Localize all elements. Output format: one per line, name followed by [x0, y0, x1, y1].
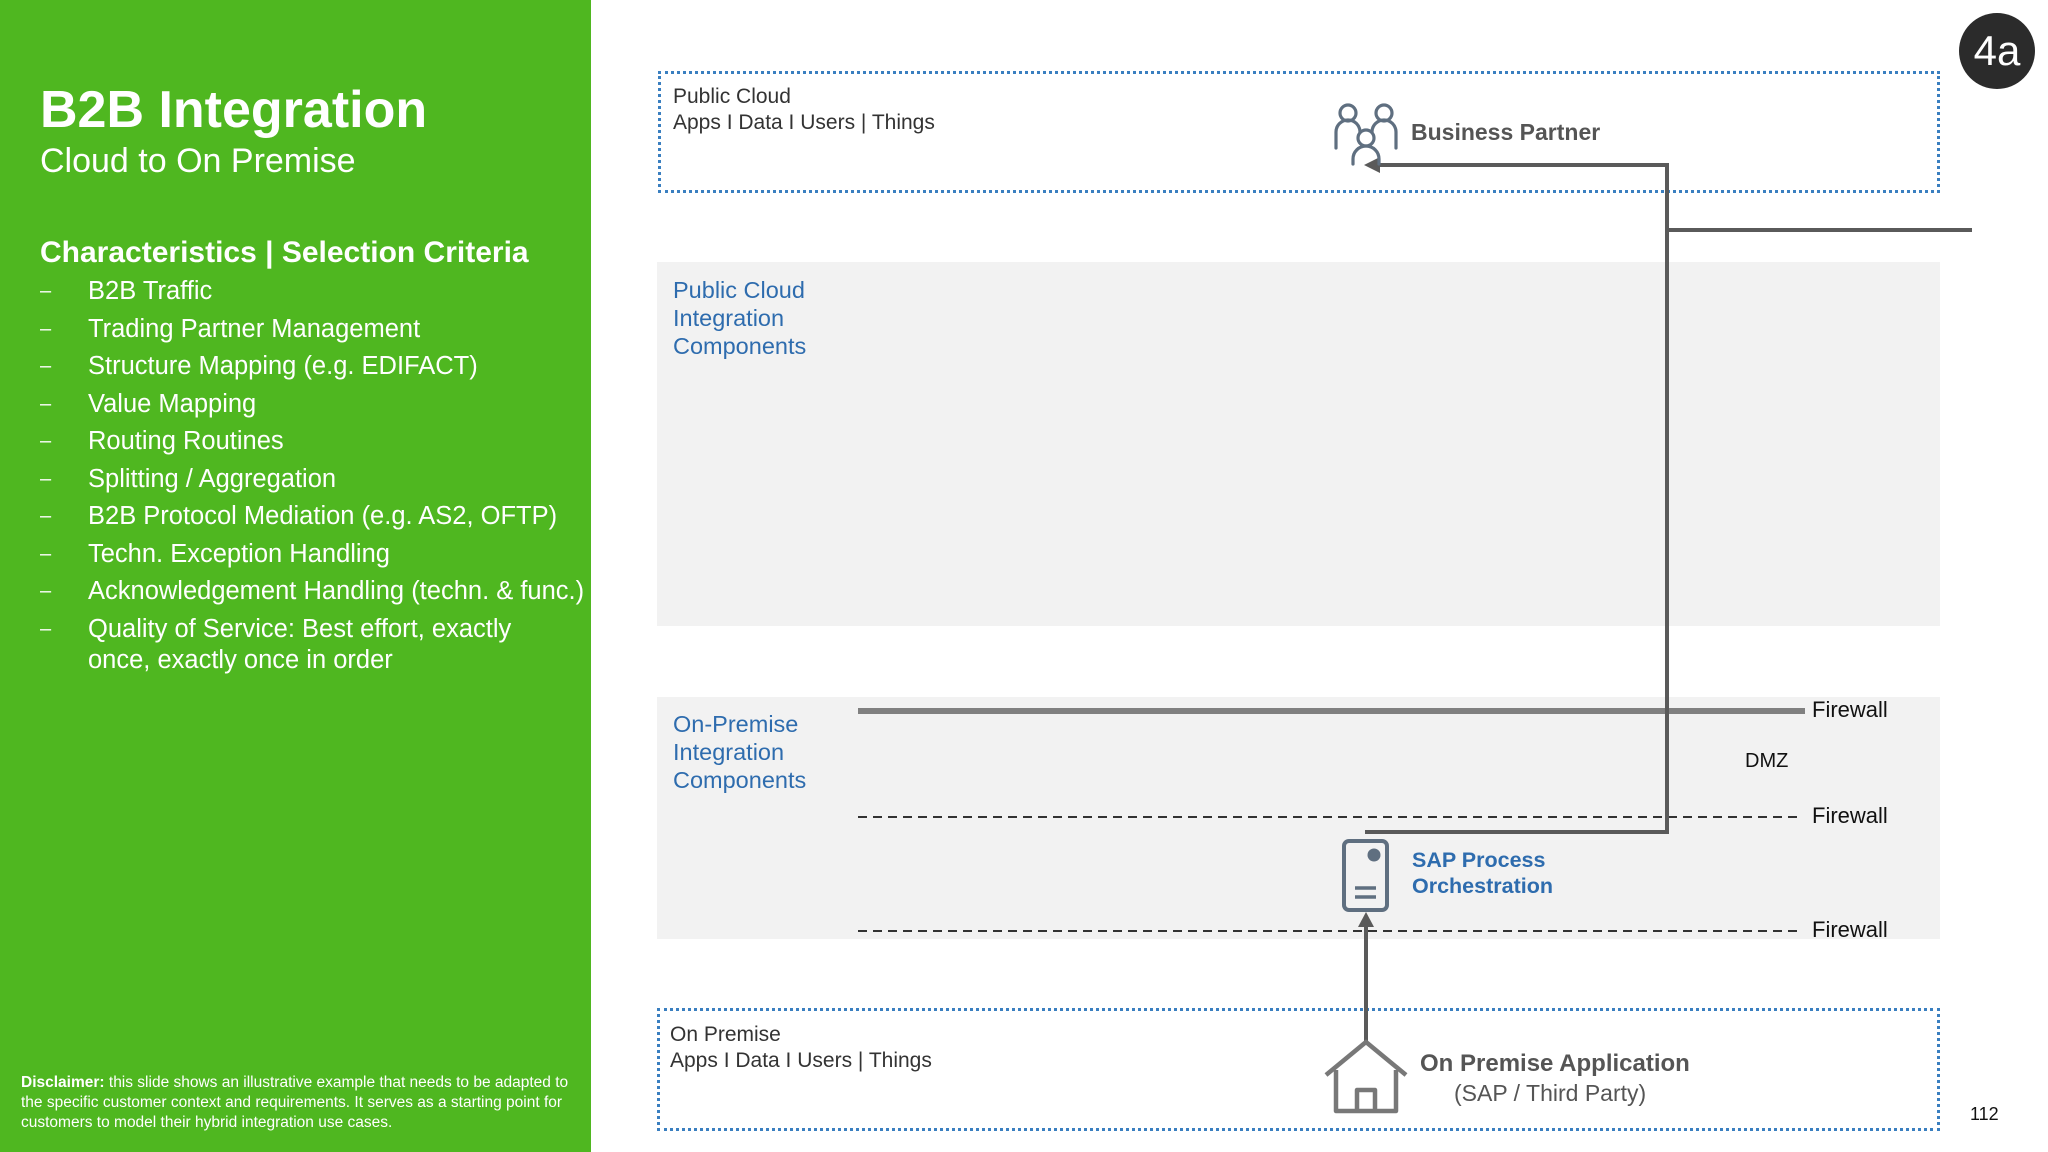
- on-premise-integration-label: On-Premise Integration Components: [673, 711, 807, 793]
- criteria-item: – Routing Routines: [40, 427, 284, 455]
- disclaimer-text: this slide shows an illustrative example that needs to be adapted to the specific customer context and requirements. It serves as a starting point for customers to model their hybrid integration use cases.: [21, 1074, 569, 1131]
- public-cloud-integration-label: Public Cloud Integration Components: [673, 277, 807, 359]
- criteria-item: – Structure Mapping (e.g. EDIFACT): [40, 352, 478, 380]
- page-number: 112: [1970, 1104, 1999, 1124]
- criteria-item: – Quality of Service: Best effort, exactly once, exactly once in order: [40, 614, 512, 674]
- public-cloud-zone-title: Public Cloud: [673, 85, 791, 108]
- firewall-label: Firewall: [1812, 697, 1888, 722]
- business-partner-label: Business Partner: [1411, 119, 1601, 145]
- server-icon: [1344, 841, 1387, 910]
- on-premise-zone-subtitle: Apps I Data I Users | Things: [670, 1049, 932, 1072]
- dmz-label: DMZ: [1745, 750, 1789, 772]
- disclaimer-label: Disclaimer:: [21, 1074, 105, 1091]
- on-premise-zone-title: On Premise: [670, 1023, 781, 1046]
- firewall-label: Firewall: [1812, 803, 1888, 828]
- criteria-item: – B2B Protocol Mediation (e.g. AS2, OFTP): [40, 502, 558, 530]
- criteria-item: – Acknowledgement Handling (techn. & func.): [40, 577, 585, 605]
- criteria-item: – Splitting / Aggregation: [40, 464, 337, 493]
- criteria-heading: Characteristics | Selection Criteria: [40, 236, 529, 269]
- criteria-item: – Trading Partner Management: [40, 314, 421, 343]
- criteria-item: – B2B Traffic: [40, 277, 213, 305]
- users-group-icon: [1336, 105, 1396, 164]
- arrowhead-to-sappo: [1358, 912, 1374, 927]
- slide-subtitle: Cloud to On Premise: [40, 142, 356, 180]
- firewall-label: Firewall: [1812, 917, 1888, 942]
- slide-badge: 4a: [1959, 13, 2035, 89]
- sap-po-label: SAP Process Orchestration: [1412, 848, 1553, 898]
- on-premise-app-label: On Premise Application (SAP / Third Party): [1420, 1050, 1690, 1106]
- public-cloud-zone-subtitle: Apps I Data I Users | Things: [673, 111, 935, 134]
- criteria-item: – Techn. Exception Handling: [40, 539, 390, 568]
- flow-path-to-partner: [1365, 165, 1667, 832]
- slide-title: B2B Integration: [40, 81, 428, 139]
- criteria-item: – Value Mapping: [40, 389, 257, 418]
- house-icon: [1326, 1042, 1406, 1111]
